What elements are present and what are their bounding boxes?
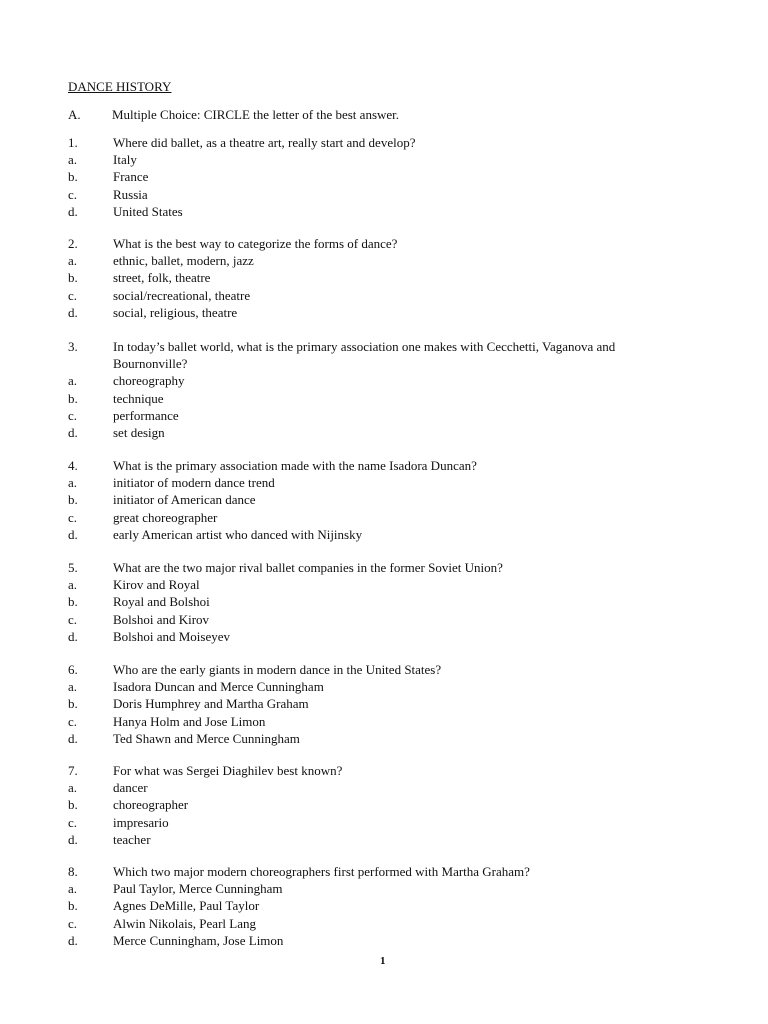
answer-option[interactable] [68,203,688,220]
question-text: Where did ballet, as a theatre art, really start and develop? [113,135,416,150]
option-letter: d. [68,304,78,320]
option-text: teacher [113,831,151,847]
option-text: initiator of American dance [113,492,256,508]
option-letter: b. [68,594,78,610]
question-number: 1. [68,135,78,150]
option-text: Merce Cunningham, Jose Limon [113,932,284,948]
question-text: What are the two major rival ballet companies in the former Soviet Union? [113,560,503,575]
option-text: performance [113,407,179,423]
question-7 [68,762,688,848]
answer-option[interactable] [68,576,688,593]
answer-option[interactable] [68,915,688,932]
option-text: Ted Shawn and Merce Cunningham [113,730,300,746]
answer-option[interactable] [68,695,688,712]
question-text: What is the best way to categorize the forms of dance? [113,236,398,251]
question-number: 8. [68,864,78,879]
option-text: great choreographer [113,509,218,525]
question-stem [68,338,688,372]
option-letter: c. [68,915,78,931]
answer-option[interactable] [68,730,688,747]
question-number: 6. [68,662,78,677]
option-text: choreographer [113,797,189,813]
document-title: DANCE HISTORY [68,79,172,94]
question-number: 7. [68,763,78,778]
option-letter: b. [68,898,78,914]
question-stem [68,559,688,576]
option-text: social, religious, theatre [113,304,238,320]
answer-option[interactable] [68,474,688,491]
question-text: What is the primary association made with the name Isadora Duncan? [113,458,477,473]
question-3 [68,338,688,441]
answer-option[interactable] [68,304,688,321]
answer-option[interactable] [68,372,688,389]
option-letter: c. [68,407,78,423]
question-text: Who are the early giants in modern dance in the United States? [113,662,442,677]
answer-option[interactable] [68,779,688,796]
option-text: Kirov and Royal [113,577,200,593]
option-text: United States [113,203,183,219]
option-letter: c. [68,814,78,830]
option-letter: d. [68,831,78,847]
option-text: street, folk, theatre [113,270,211,286]
option-text: Hanya Holm and Jose Limon [113,713,266,729]
option-letter: d. [68,932,78,948]
option-letter: d. [68,526,78,542]
question-number: 5. [68,560,78,575]
option-text: Bolshoi and Kirov [113,611,210,627]
option-letter: c. [68,186,78,202]
answer-option[interactable] [68,151,688,168]
option-text: choreography [113,373,185,389]
question-stem [68,661,688,678]
option-letter: c. [68,509,78,525]
answer-option[interactable] [68,678,688,695]
option-letter: d. [68,628,78,644]
option-text: Paul Taylor, Merce Cunningham [113,881,283,897]
answer-option[interactable] [68,611,688,628]
question-4 [68,457,688,543]
answer-option[interactable] [68,593,688,610]
option-text: initiator of modern dance trend [113,475,275,491]
question-stem [68,235,688,252]
question-2 [68,235,688,321]
option-text: Agnes DeMille, Paul Taylor [113,898,260,914]
option-text: Italy [113,152,137,168]
question-stem [68,134,688,151]
answer-option[interactable] [68,491,688,508]
answer-option[interactable] [68,168,688,185]
option-letter: a. [68,679,78,695]
question-text: Which two major modern choreographers first performed with Martha Graham? [113,864,530,879]
question-stem [68,457,688,474]
answer-option[interactable] [68,932,688,949]
question-text: In today’s ballet world, what is the primary association one makes with Cecchetti, Vaganova and Bournonville? [113,339,616,372]
option-text: Doris Humphrey and Martha Graham [113,696,309,712]
option-text: France [113,169,149,185]
answer-option[interactable] [68,509,688,526]
page-number: 1 [380,955,386,967]
answer-option[interactable] [68,390,688,407]
option-letter: d. [68,730,78,746]
answer-option[interactable] [68,424,688,441]
option-letter: b. [68,696,78,712]
option-letter: c. [68,287,78,303]
answer-option[interactable] [68,287,688,304]
option-text: dancer [113,780,148,796]
question-number: 4. [68,458,78,473]
question-stem [68,863,688,880]
option-letter: b. [68,270,78,286]
question-stem [68,762,688,779]
answer-option[interactable] [68,814,688,831]
answer-option[interactable] [68,831,688,848]
answer-option[interactable] [68,713,688,730]
question-number: 3. [68,339,78,354]
section-instructions-text: Multiple Choice: CIRCLE the letter of the best answer. [112,107,400,122]
option-text: Isadora Duncan and Merce Cunningham [113,679,324,695]
option-letter: b. [68,797,78,813]
option-letter: d. [68,425,78,441]
question-text: For what was Sergei Diaghilev best known? [113,763,343,778]
option-text: ethnic, ballet, modern, jazz [113,253,254,269]
answer-option[interactable] [68,407,688,424]
answer-option[interactable] [68,526,688,543]
option-text: Russia [113,186,148,202]
answer-option[interactable] [68,880,688,897]
option-letter: d. [68,203,78,219]
option-letter: a. [68,475,78,491]
option-letter: a. [68,577,78,593]
option-letter: a. [68,780,78,796]
option-letter: a. [68,152,78,168]
option-text: set design [113,425,165,441]
answer-option[interactable] [68,628,688,645]
question-number: 2. [68,236,78,251]
option-letter: b. [68,390,78,406]
answer-option[interactable] [68,796,688,813]
option-text: technique [113,390,164,406]
option-letter: a. [68,373,78,389]
section-label: A. [68,107,81,122]
question-5 [68,559,688,645]
answer-option[interactable] [68,252,688,269]
option-text: Bolshoi and Moiseyev [113,628,230,644]
question-1 [68,134,688,220]
option-letter: a. [68,881,78,897]
option-letter: c. [68,611,78,627]
option-text: Royal and Bolshoi [113,594,210,610]
option-text: social/recreational, theatre [113,287,251,303]
answer-option[interactable] [68,269,688,286]
question-6 [68,661,688,747]
option-letter: b. [68,169,78,185]
option-letter: a. [68,253,78,269]
answer-option[interactable] [68,186,688,203]
option-text: impresario [113,814,169,830]
answer-option[interactable] [68,897,688,914]
option-text: Alwin Nikolais, Pearl Lang [113,915,256,931]
question-8 [68,863,688,949]
option-letter: b. [68,492,78,508]
option-letter: c. [68,713,78,729]
option-text: early American artist who danced with Nijinsky [113,526,363,542]
